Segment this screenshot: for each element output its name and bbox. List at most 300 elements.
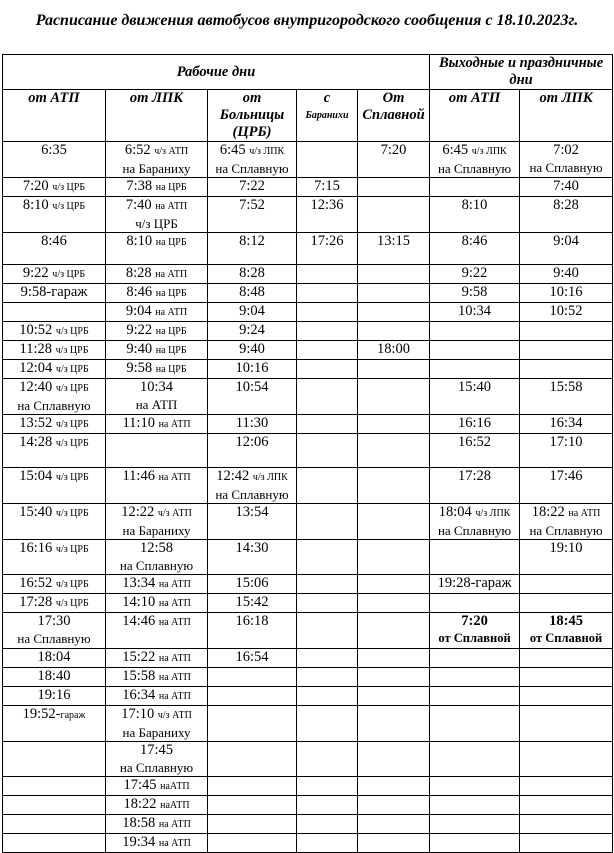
cell-line: 17:10	[549, 434, 583, 450]
table-row	[3, 434, 613, 468]
table-cell	[106, 322, 208, 341]
cell-line: 10:34	[139, 379, 174, 395]
cell-line: 6:52 ч/з АТП	[124, 142, 189, 158]
table-cell	[520, 796, 613, 815]
cell-line: 10:16	[549, 284, 583, 300]
table-cell	[358, 379, 430, 415]
cell-line: 7:20	[461, 613, 488, 629]
group-header-row	[3, 55, 613, 90]
table-cell	[297, 233, 358, 265]
table-cell	[358, 434, 430, 468]
cell-line: 17:26	[310, 233, 344, 249]
cell-note: ч/з ЦРБ	[55, 598, 89, 609]
table-cell	[3, 265, 106, 284]
table-cell	[430, 742, 520, 777]
table-row	[3, 197, 613, 233]
cell-note: на АТП	[155, 269, 188, 280]
table-cell	[3, 834, 106, 853]
table-cell	[430, 594, 520, 613]
table-cell	[430, 540, 520, 575]
cell-line: на Сплавную	[119, 760, 194, 775]
table-row	[3, 706, 613, 742]
cell-note: ч/з АТП	[154, 146, 189, 157]
table-cell	[106, 265, 208, 284]
cell-note: на ЦРБ	[155, 345, 187, 356]
cell-note: ч/з ЦРБ	[55, 544, 89, 555]
cell-note: ч/з ЦРБ	[52, 201, 86, 212]
table-cell	[106, 468, 208, 504]
table-cell	[358, 360, 430, 379]
table-cell	[3, 468, 106, 504]
cell-line: 13:52 ч/з ЦРБ	[19, 415, 89, 431]
cell-line: 15:58	[549, 379, 583, 395]
cell-note: на АТП	[158, 598, 191, 609]
table-cell	[297, 303, 358, 322]
table-cell	[208, 265, 297, 284]
table-cell	[297, 540, 358, 575]
table-cell	[3, 341, 106, 360]
table-row	[3, 341, 613, 360]
table-cell	[358, 341, 430, 360]
table-cell	[297, 777, 358, 796]
cell-line: 10:52 ч/з ЦРБ	[19, 322, 89, 338]
table-cell	[106, 575, 208, 594]
table-cell	[106, 687, 208, 706]
table-cell	[208, 687, 297, 706]
table-cell	[358, 834, 430, 853]
table-cell	[106, 178, 208, 197]
cell-note: ч/з ЦРБ	[55, 383, 89, 394]
cell-note: ч/з ЦРБ	[55, 579, 89, 590]
cell-line: 16:34	[549, 415, 583, 431]
cell-note: ч/з ЦРБ	[55, 326, 89, 337]
table-cell	[430, 360, 520, 379]
table-cell	[430, 142, 520, 178]
cell-line: 7:22	[239, 178, 265, 194]
table-cell	[208, 379, 297, 415]
table-cell	[358, 613, 430, 649]
table-row	[3, 613, 613, 649]
cell-line: 9:22	[461, 265, 488, 281]
cell-note: на ЦРБ	[155, 288, 187, 299]
table-cell	[297, 613, 358, 649]
cell-line: 16:16 ч/з ЦРБ	[19, 540, 89, 556]
table-cell	[106, 613, 208, 649]
table-cell	[208, 742, 297, 777]
cell-note: ч/з ЦРБ	[52, 182, 86, 193]
table-cell	[520, 322, 613, 341]
table-row	[3, 796, 613, 815]
table-cell	[208, 322, 297, 341]
cell-line: 16:34 на АТП	[122, 687, 191, 703]
table-cell	[106, 415, 208, 434]
cell-note: на ЦРБ	[155, 326, 187, 337]
cell-line: 7:20 ч/з ЦРБ	[22, 178, 86, 194]
cell-note: ч/з ЛПК	[471, 146, 507, 157]
column-header	[3, 90, 106, 142]
cell-line: 18:04 ч/з ЛПК	[438, 504, 511, 520]
cell-line: 8:46	[41, 233, 67, 249]
table-row	[3, 834, 613, 853]
table-cell	[208, 415, 297, 434]
table-cell	[208, 613, 297, 649]
cell-line: 9:40	[553, 265, 579, 281]
table-cell	[297, 379, 358, 415]
table-cell	[358, 303, 430, 322]
table-row	[3, 379, 613, 415]
table-row	[3, 575, 613, 594]
cell-line: 11:46 на АТП	[122, 468, 191, 484]
table-cell	[520, 303, 613, 322]
table-cell	[3, 303, 106, 322]
table-cell	[208, 815, 297, 834]
table-cell	[106, 142, 208, 178]
table-cell	[3, 540, 106, 575]
cell-note: на АТП	[158, 672, 191, 683]
table-cell	[106, 742, 208, 777]
cell-line: 7:15	[314, 178, 340, 194]
table-cell	[358, 796, 430, 815]
table-cell	[208, 284, 297, 303]
cell-line: 9:40	[239, 341, 265, 357]
cell-line: 15:42	[235, 594, 269, 610]
cell-line: 14:28 ч/з ЦРБ	[19, 434, 89, 450]
cell-line: 8:28 на АТП	[125, 265, 188, 281]
table-cell	[208, 649, 297, 668]
table-cell	[520, 649, 613, 668]
cell-note: на АТП	[158, 838, 191, 849]
cell-note: ч/з ЦРБ	[55, 508, 89, 519]
cell-line: от Сплавной	[529, 631, 603, 645]
column-header-line: от Больницы	[219, 90, 285, 123]
cell-line: 15:40 ч/з ЦРБ	[19, 504, 89, 520]
cell-line: 17:45 наАТП	[123, 777, 190, 793]
cell-line: 9:04	[239, 303, 265, 319]
cell-line: 18:45	[549, 613, 583, 629]
table-cell	[208, 434, 297, 468]
cell-line: 16:54	[235, 649, 269, 665]
cell-note: на АТП	[158, 472, 191, 483]
table-cell	[520, 142, 613, 178]
cell-line: 7:52	[239, 197, 265, 213]
cell-line: 9:58 на ЦРБ	[126, 360, 187, 376]
table-cell	[106, 796, 208, 815]
cell-line: 16:18	[235, 613, 269, 629]
cell-note: на ЦРБ	[155, 182, 187, 193]
table-cell	[520, 834, 613, 853]
table-cell	[358, 468, 430, 504]
cell-line: 12:42 ч/з ЛПК	[216, 468, 288, 484]
table-cell	[430, 468, 520, 504]
cell-line: 8:10	[461, 197, 488, 213]
table-cell	[208, 303, 297, 322]
table-cell	[358, 322, 430, 341]
table-row	[3, 142, 613, 178]
table-cell	[208, 540, 297, 575]
table-cell	[430, 197, 520, 233]
table-row	[3, 415, 613, 434]
column-header	[520, 90, 613, 142]
table-cell	[106, 706, 208, 742]
table-cell	[297, 265, 358, 284]
table-cell	[106, 668, 208, 687]
table-cell	[106, 540, 208, 575]
cell-note: на АТП	[158, 653, 191, 664]
column-header-line: от АТП	[448, 90, 501, 106]
table-row	[3, 687, 613, 706]
cell-line: 11:30	[235, 415, 269, 431]
cell-line: 18:22 наАТП	[123, 796, 190, 812]
table-cell	[520, 706, 613, 742]
cell-line: 19:52-гараж	[22, 706, 86, 722]
cell-note: наАТП	[160, 781, 190, 792]
cell-line: 7:38 на ЦРБ	[126, 178, 187, 194]
table-cell	[297, 575, 358, 594]
cell-line: на Сплавную	[529, 160, 603, 175]
table-cell	[358, 668, 430, 687]
table-cell	[208, 341, 297, 360]
cell-line: 10:16	[235, 360, 269, 376]
column-header-line: От	[382, 90, 405, 106]
cell-line: 9:24	[239, 322, 265, 338]
cell-line: 18:58 на АТП	[122, 815, 191, 831]
table-cell	[106, 777, 208, 796]
cell-note: ч/з ЦРБ	[52, 269, 86, 280]
table-cell	[430, 504, 520, 540]
table-cell	[358, 284, 430, 303]
table-cell	[358, 142, 430, 178]
schedule-table	[2, 54, 613, 853]
cell-line: 11:10 на АТП	[122, 415, 191, 431]
cell-note: ч/з ЦРБ	[55, 419, 89, 430]
cell-line: 12:04 ч/з ЦРБ	[19, 360, 89, 376]
table-cell	[297, 594, 358, 613]
table-cell	[430, 575, 520, 594]
table-cell	[520, 379, 613, 415]
table-cell	[106, 233, 208, 265]
cell-line: на Сплавную	[437, 523, 512, 538]
table-cell	[3, 687, 106, 706]
cell-line: 18:40	[37, 668, 71, 684]
table-row	[3, 540, 613, 575]
table-cell	[358, 777, 430, 796]
table-cell	[106, 197, 208, 233]
table-cell	[430, 341, 520, 360]
cell-note: на АТП	[158, 617, 191, 628]
table-cell	[297, 687, 358, 706]
cell-line: 9:22 ч/з ЦРБ	[22, 265, 86, 281]
table-cell	[430, 303, 520, 322]
table-cell	[358, 815, 430, 834]
cell-line: 17:28 ч/з ЦРБ	[19, 594, 89, 610]
table-cell	[297, 284, 358, 303]
cell-line: 8:48	[239, 284, 265, 300]
cell-line: на АТП	[135, 397, 178, 412]
cell-line: 10:34	[458, 303, 492, 319]
table-cell	[3, 284, 106, 303]
table-cell	[106, 504, 208, 540]
table-cell	[3, 668, 106, 687]
table-cell	[297, 434, 358, 468]
table-cell	[520, 434, 613, 468]
table-row	[3, 649, 613, 668]
table-row	[3, 322, 613, 341]
cell-line: 18:22 на АТП	[531, 504, 601, 520]
table-cell	[3, 434, 106, 468]
cell-line: на Сплавную	[119, 558, 194, 573]
table-cell	[3, 322, 106, 341]
column-header	[106, 90, 208, 142]
table-cell	[358, 504, 430, 540]
cell-line: 12:06	[235, 434, 269, 450]
cell-line: 15:58 на АТП	[122, 668, 191, 684]
cell-line: 19:16	[37, 687, 71, 703]
table-row	[3, 284, 613, 303]
cell-line: 12:22 ч/з АТП	[121, 504, 192, 520]
table-cell	[430, 265, 520, 284]
table-cell	[3, 197, 106, 233]
table-cell	[520, 197, 613, 233]
table-cell	[520, 360, 613, 379]
table-cell	[3, 594, 106, 613]
table-cell	[3, 796, 106, 815]
table-cell	[520, 687, 613, 706]
table-cell	[358, 197, 430, 233]
cell-line: 9:04 на АТП	[125, 303, 188, 319]
table-row	[3, 742, 613, 777]
cell-line: 15:04 ч/з ЦРБ	[19, 468, 89, 484]
table-cell	[430, 613, 520, 649]
table-cell	[297, 504, 358, 540]
table-row	[3, 777, 613, 796]
cell-note: на АТП	[568, 508, 601, 519]
cell-line: 17:28	[458, 468, 492, 484]
table-cell	[3, 742, 106, 777]
cell-line: 8:46 на ЦРБ	[126, 284, 187, 300]
cell-line: 6:45 ч/з ЛПК	[442, 142, 507, 158]
cell-note: на АТП	[158, 819, 191, 830]
table-row	[3, 265, 613, 284]
table-cell	[430, 649, 520, 668]
cell-line: 6:45 ч/з ЛПК	[219, 142, 285, 158]
table-cell	[208, 360, 297, 379]
column-header-line: (ЦРБ)	[232, 124, 272, 140]
table-cell	[520, 815, 613, 834]
table-cell	[106, 341, 208, 360]
column-header	[297, 90, 358, 142]
table-cell	[3, 178, 106, 197]
cell-line: 19:28-гараж	[437, 575, 512, 591]
table-cell	[3, 815, 106, 834]
table-cell	[520, 777, 613, 796]
cell-line: на Сплавную	[529, 523, 603, 538]
table-cell	[297, 742, 358, 777]
table-cell	[358, 594, 430, 613]
table-row	[3, 815, 613, 834]
table-cell	[430, 322, 520, 341]
table-cell	[520, 742, 613, 777]
table-cell	[3, 706, 106, 742]
table-cell	[106, 815, 208, 834]
table-cell	[208, 594, 297, 613]
column-header-line: от ЛПК	[129, 90, 184, 106]
table-cell	[297, 341, 358, 360]
cell-line: 7:20	[380, 142, 407, 158]
table-cell	[430, 687, 520, 706]
cell-line: 14:30	[235, 540, 269, 556]
table-cell	[208, 668, 297, 687]
cell-line: 6:35	[41, 142, 67, 158]
cell-line: 8:10 на ЦРБ	[126, 233, 187, 249]
table-cell	[358, 687, 430, 706]
table-cell	[208, 233, 297, 265]
column-header-line: от АТП	[28, 90, 80, 106]
table-cell	[430, 668, 520, 687]
table-cell	[520, 668, 613, 687]
table-cell	[297, 815, 358, 834]
cell-line: на Бараниху	[122, 523, 191, 538]
table-cell	[106, 379, 208, 415]
column-header	[430, 90, 520, 142]
table-cell	[3, 142, 106, 178]
cell-line: 10:52	[549, 303, 583, 319]
cell-line: 7:40	[553, 178, 579, 194]
table-cell	[430, 284, 520, 303]
table-cell	[3, 360, 106, 379]
table-cell	[430, 815, 520, 834]
weekends-header: Выходные и праздничные дни	[430, 55, 613, 90]
cell-line: 15:22 на АТП	[122, 649, 191, 665]
table-cell	[3, 575, 106, 594]
table-cell	[430, 777, 520, 796]
column-header-line: Сплавной	[362, 107, 425, 123]
cell-line: 13:54	[235, 504, 269, 520]
cell-note: ч/з ЦРБ	[55, 438, 89, 449]
table-cell	[520, 540, 613, 575]
table-cell	[520, 575, 613, 594]
cell-line: от Сплавной	[438, 631, 511, 645]
cell-line: 12:58	[139, 540, 174, 556]
cell-note: на АТП	[158, 579, 191, 590]
table-cell	[3, 415, 106, 434]
table-cell	[106, 594, 208, 613]
table-cell	[520, 468, 613, 504]
table-cell	[297, 834, 358, 853]
table-cell	[430, 233, 520, 265]
column-header	[208, 90, 297, 142]
cell-line: 8:12	[239, 233, 265, 249]
table-cell	[297, 649, 358, 668]
table-row	[3, 468, 613, 504]
table-cell	[358, 742, 430, 777]
table-cell	[297, 415, 358, 434]
table-cell	[3, 504, 106, 540]
table-row	[3, 233, 613, 265]
table-cell	[106, 360, 208, 379]
column-header-line: от ЛПК	[539, 90, 593, 106]
cell-note: ч/з АТП	[157, 508, 192, 519]
table-cell	[297, 706, 358, 742]
cell-note: ч/з ЛПК	[475, 508, 511, 519]
cell-note: ч/з ЛПК	[252, 472, 288, 483]
table-row	[3, 668, 613, 687]
cell-note: на ЦРБ	[155, 364, 187, 375]
table-cell	[3, 649, 106, 668]
cell-line: 15:40	[458, 379, 492, 395]
table-cell	[297, 360, 358, 379]
cell-line: 10:54	[235, 379, 269, 395]
table-cell	[106, 434, 208, 468]
